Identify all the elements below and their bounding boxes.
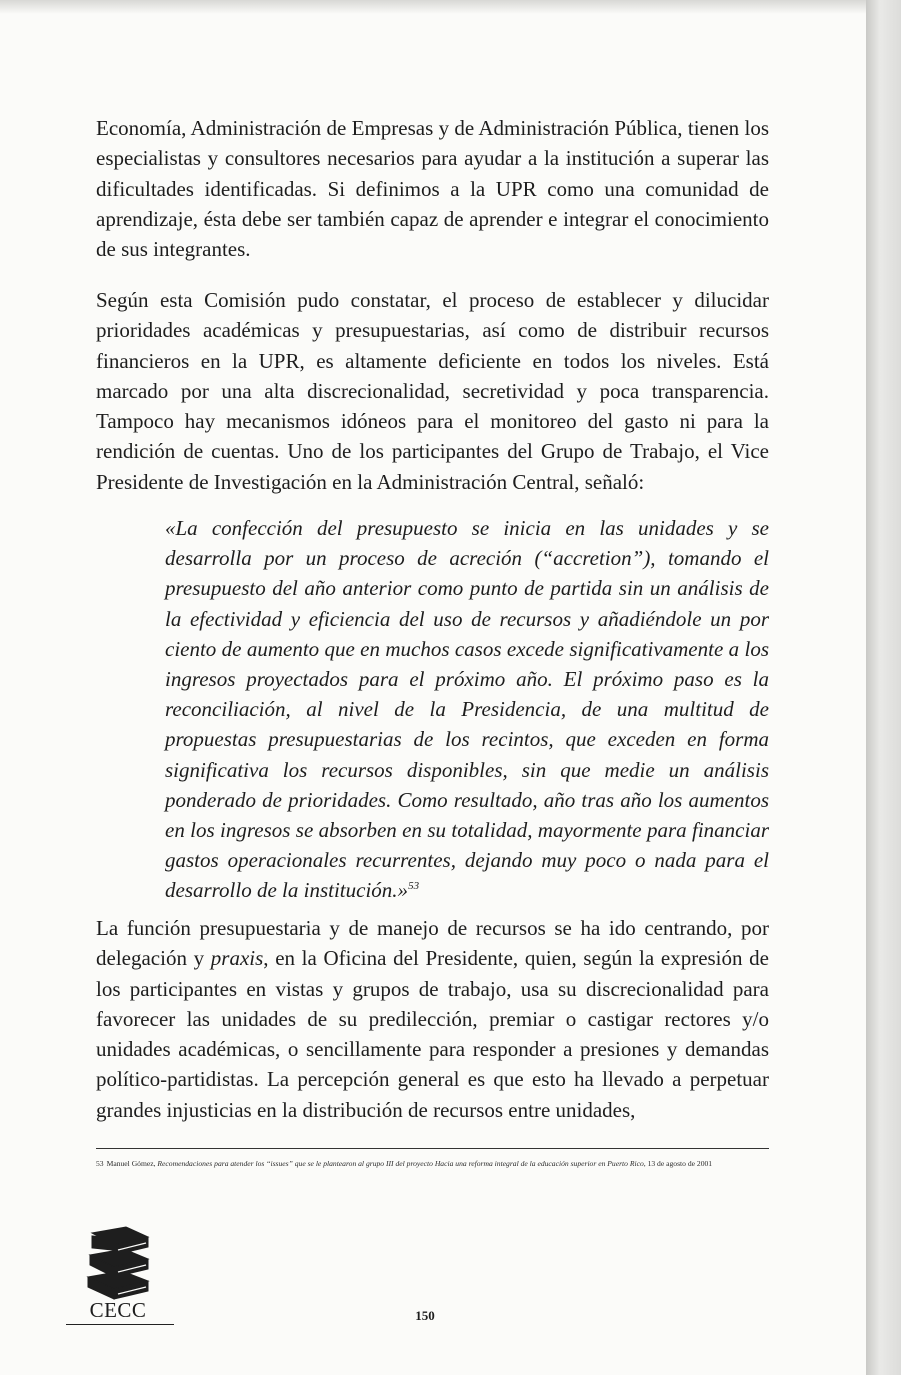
- footnote-date: , 13 de agosto de 2001: [643, 1159, 713, 1168]
- body-paragraph-1: Economía, Administración de Empresas y de Administración Pública, tienen los especialistas y consultores necesarios para ayudar a la institución a superar las dificultades identificadas. Si definimos a la UPR como una comunidad de aprendizaje, ésta debe ser también capaz de aprender e integrar el conocimiento de sus integrantes.: [96, 116, 769, 262]
- footnote-author: Manuel Gómez,: [106, 1159, 158, 1168]
- body-paragraph-2: Según esta Comisión pudo constatar, el proceso de establecer y dilucidar prioridades académicas y presupuestarias, así como de distribuir recursos financieros en la UPR, es altamente deficiente en todos los niveles. Está marcado por una alta discrecionalidad, secretividad y poca transparencia. Tampoco hay mecanismos idóneos para el monitoreo del gasto ni para la rendición de cuentas. Uno de los participantes del Grupo de Trabajo, el Vice Presidente de Investigación en la Administración Central, señaló:: [96, 288, 769, 494]
- footnote-title: Recomendaciones para atender los “issues” que se le plantearon al grupo III del proyecto Hacia una reforma integral de la educación superior en Puerto Rico: [157, 1159, 644, 1168]
- scan-top-edge: [0, 0, 866, 14]
- footnote-divider: [96, 1148, 769, 1149]
- page-number: 150: [415, 1308, 435, 1323]
- footnote: [96, 1156, 788, 1171]
- body-paragraph-3: [96, 913, 769, 1125]
- paragraph-3-text-start: La función presupuestaria y de manejo de recursos se ha ido centrando, por delegación y: [96, 916, 769, 971]
- logo-underline: [66, 1324, 174, 1325]
- footnote-reference[interactable]: 53: [408, 880, 420, 893]
- paragraph-3-text-end: , en la Oficina del Presidente, quien, según la expresión de los participantes en vistas y grupos de trabajo, usa su discrecionalidad para favorecer las unidades de su predilección, premiar o castigar rectores y/o unidades académicas, o sencillamente para responder a presiones y demandas político-partidistas. La percepción general es que esto ha llevado a perpetuar grandes injusticias en la distribución de recursos entre unidades,: [96, 946, 770, 1122]
- block-quote: [165, 513, 769, 906]
- footnote-number: 53: [96, 1159, 104, 1168]
- scan-right-edge: [866, 0, 901, 1375]
- logo-text: CECC: [89, 1298, 147, 1322]
- block-quote-text: «La confección del presupuesto se inicia en las unidades y se desarrolla por un proceso de acreción (“accretion”), tomando el presupuesto del año anterior como punto de partida sin un análisis de la efectividad y eficiencia del uso de recursos y añadiéndole un por ciento de aumento que en muchos casos excede significativamente a los ingresos proyectados para el próximo año. El próximo paso es la reconciliación, al nivel de la Presidencia, de una multitud de propuestas presupuestarias de los recintos, que exceden en forma significativa los recursos disponibles, sin que medie un análisis ponderado de prioridades. Como resultado, año tras año los aumentos en los ingresos se absorben en su totalidad, mayormente para financiar gastos operacionales recurrentes, dejando muy poco o nada para el desarrollo de la institución.»: [165, 516, 769, 903]
- paragraph-3-italic-term: praxis: [210, 946, 264, 971]
